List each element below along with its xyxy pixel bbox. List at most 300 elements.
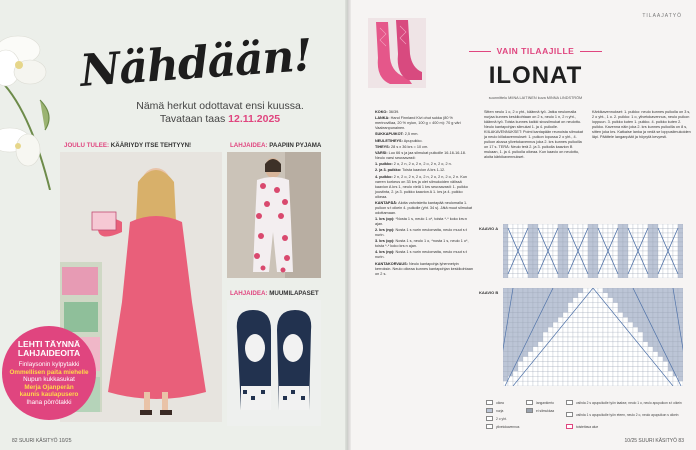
- chart-cell: [593, 303, 598, 308]
- chart-cell: [608, 224, 613, 229]
- chart-cell: [503, 269, 508, 274]
- chart-cell: [528, 274, 533, 279]
- chart-cell: [553, 288, 558, 293]
- chart-cell: [593, 269, 598, 274]
- chart-cell: [518, 381, 523, 386]
- chart-cell: [678, 247, 683, 252]
- chart-cell: [628, 342, 633, 347]
- chart-cell: [638, 313, 643, 318]
- chart-cell: [618, 342, 623, 347]
- chart-cell: [593, 256, 598, 261]
- chart-cell: [653, 376, 658, 381]
- chart-cell: [503, 293, 508, 298]
- chart-cell: [623, 298, 628, 303]
- chart-cell: [633, 381, 638, 386]
- chart-cell: [648, 381, 653, 386]
- chart-cell: [638, 233, 643, 238]
- chart-cell: [533, 342, 538, 347]
- chart-cell: [678, 303, 683, 308]
- chart-cell: [653, 313, 658, 318]
- chart-cell: [563, 347, 568, 352]
- chart-cell: [583, 256, 588, 261]
- subtitle-line-2: Tavataan taas 12.11.2025: [159, 113, 281, 125]
- chart-cell: [518, 303, 523, 308]
- chart-cell: [503, 247, 508, 252]
- chart-cell: [528, 342, 533, 347]
- chart-cell: [538, 366, 543, 371]
- chart-cell: [673, 332, 678, 337]
- chart-cell: [543, 313, 548, 318]
- chart-cell: [548, 303, 553, 308]
- chart-cell: [618, 381, 623, 386]
- knitting-chart-a: [503, 224, 683, 278]
- chart-cell: [543, 274, 548, 279]
- chart-cell: [628, 242, 633, 247]
- chart-cell: [638, 376, 643, 381]
- chart-cell: [588, 303, 593, 308]
- chart-cell: [563, 224, 568, 229]
- chart-cell: [518, 366, 523, 371]
- chart-cell: [663, 342, 668, 347]
- chart-cell: [553, 362, 558, 367]
- chart-cell: [503, 362, 508, 367]
- chart-cell: [628, 366, 633, 371]
- chart-cell: [618, 293, 623, 298]
- chart-cell: [603, 293, 608, 298]
- chart-cell: [548, 308, 553, 313]
- chart-cell: [608, 288, 613, 293]
- chart-cell: [613, 342, 618, 347]
- chart-cell: [588, 256, 593, 261]
- chart-cell: [668, 308, 673, 313]
- chart-cell: [543, 362, 548, 367]
- chart-cell: [593, 308, 598, 313]
- chart-cell: [658, 256, 663, 261]
- instruction-paragraph: 2. ja 3. puikko: Toista kaavion A krs 1-12.: [375, 168, 446, 173]
- chart-cell: [598, 303, 603, 308]
- chart-cell: [543, 293, 548, 298]
- chart-cell: [598, 313, 603, 318]
- page-gutter: [345, 0, 351, 450]
- chart-cell: [643, 376, 648, 381]
- chart-cell: [563, 322, 568, 327]
- chart-cell: [528, 224, 533, 229]
- chart-cell: [508, 357, 513, 362]
- chart-cell: [553, 298, 558, 303]
- chart-cell: [623, 260, 628, 265]
- instruction-paragraph: LANKA: Hand Finnland Kivi ohut sukka (80 % merinovillaa, 20 % nylon, 100 g = 400 m): 70 g väri Vaaleanpunainen.: [375, 116, 461, 131]
- chart-cell: [658, 381, 663, 386]
- chart-cell: [563, 337, 568, 342]
- chart-cell: [578, 293, 583, 298]
- chart-cell: [533, 233, 538, 238]
- chart-cell: [618, 366, 623, 371]
- chart-cell: [663, 381, 668, 386]
- legend-swatch: [486, 408, 493, 413]
- chart-cell: [558, 247, 563, 252]
- legend-swatch: [526, 408, 533, 413]
- chart-cell: [603, 288, 608, 293]
- chart-cell: [543, 288, 548, 293]
- chart-cell: [578, 352, 583, 357]
- chart-cell: [608, 342, 613, 347]
- instruction-paragraph: TIHEYS: 28 s x 36 krs = 10 cm.: [375, 144, 429, 149]
- chart-cell: [643, 327, 648, 332]
- chart-cell: [623, 265, 628, 270]
- chart-cell: [553, 251, 558, 256]
- chart-cell: [553, 342, 558, 347]
- chart-cell: [668, 352, 673, 357]
- chart-cell: [593, 322, 598, 327]
- legend-item: vaihda 2 s apupuikolle työn taakse, neulo 1 o, neulo apupuikon s:t oikein: [566, 400, 684, 405]
- chart-cell: [523, 256, 528, 261]
- chart-cell: [588, 274, 593, 279]
- chart-cell: [528, 381, 533, 386]
- chart-cell: [648, 298, 653, 303]
- chart-cell: [513, 327, 518, 332]
- chart-cell: [653, 342, 658, 347]
- chart-cell: [643, 274, 648, 279]
- chart-cell: [653, 269, 658, 274]
- chart-cell: [563, 327, 568, 332]
- chart-cell: [623, 332, 628, 337]
- chart-cell: [503, 327, 508, 332]
- chart-cell: [638, 293, 643, 298]
- chart-cell: [528, 308, 533, 313]
- chart-cell: [573, 265, 578, 270]
- chart-cell: [583, 376, 588, 381]
- chart-cell: [508, 242, 513, 247]
- chart-cell: [563, 260, 568, 265]
- chart-cell: [593, 317, 598, 322]
- chart-cell: [623, 357, 628, 362]
- chart-cell: [563, 357, 568, 362]
- chart-cell: [613, 288, 618, 293]
- chart-cell: [538, 322, 543, 327]
- chart-cell: [608, 332, 613, 337]
- chart-cell: [633, 327, 638, 332]
- chart-cell: [633, 347, 638, 352]
- chart-cell: [653, 233, 658, 238]
- chart-cell: [558, 352, 563, 357]
- chart-cell: [628, 337, 633, 342]
- chart-cell: [533, 376, 538, 381]
- chart-cell: [623, 317, 628, 322]
- chart-cell: [613, 332, 618, 337]
- chart-cell: [603, 313, 608, 318]
- chart-cell: [643, 332, 648, 337]
- chart-cell: [628, 288, 633, 293]
- chart-cell: [613, 352, 618, 357]
- chart-cell: [618, 376, 623, 381]
- chart-cell: [603, 376, 608, 381]
- chart-cell: [533, 265, 538, 270]
- chart-cell: [618, 313, 623, 318]
- folio-right: 10/25 SUURI KÄSITYÖ 83: [624, 438, 684, 444]
- chart-cell: [563, 238, 568, 243]
- chart-cell: [508, 308, 513, 313]
- chart-cell: [663, 371, 668, 376]
- chart-cell: [608, 293, 613, 298]
- chart-cell: [623, 308, 628, 313]
- chart-cell: [623, 224, 628, 229]
- chart-cell: [603, 229, 608, 234]
- chart-cell: [503, 298, 508, 303]
- chart-cell: [583, 357, 588, 362]
- chart-cell: [563, 251, 568, 256]
- chart-cell: [678, 224, 683, 229]
- chart-cell: [588, 313, 593, 318]
- chart-cell: [558, 332, 563, 337]
- chart-cell: [678, 357, 683, 362]
- chart-cell: [558, 224, 563, 229]
- chart-cell: [588, 357, 593, 362]
- chart-cell: [648, 229, 653, 234]
- chart-cell: [528, 322, 533, 327]
- chart-cell: [583, 327, 588, 332]
- chart-cell: [603, 337, 608, 342]
- chart-cell: [553, 337, 558, 342]
- chart-cell: [608, 352, 613, 357]
- chart-cell: [628, 376, 633, 381]
- chart-cell: [628, 293, 633, 298]
- chart-cell: [518, 362, 523, 367]
- chart-cell: [633, 322, 638, 327]
- chart-cell: [613, 327, 618, 332]
- chart-cell: [513, 224, 518, 229]
- chart-cell: [553, 308, 558, 313]
- chart-cell: [513, 332, 518, 337]
- chart-cell: [638, 327, 643, 332]
- chart-cell: [668, 327, 673, 332]
- chart-cell: [673, 251, 678, 256]
- chart-cell: [648, 332, 653, 337]
- chart-cell: [558, 308, 563, 313]
- chart-cell: [528, 260, 533, 265]
- chart-cell: [618, 224, 623, 229]
- chart-cell: [603, 269, 608, 274]
- chart-cell: [533, 337, 538, 342]
- chart-cell: [613, 303, 618, 308]
- chart-cell: [648, 260, 653, 265]
- chart-cell: [533, 308, 538, 313]
- chart-cell: [613, 366, 618, 371]
- chart-cell: [678, 352, 683, 357]
- subtitle-date: 12.11.2025: [228, 113, 281, 125]
- chart-cell: [508, 274, 513, 279]
- chart-cell: [548, 269, 553, 274]
- chart-cell: [588, 265, 593, 270]
- chart-cell: [608, 337, 613, 342]
- chart-cell: [603, 274, 608, 279]
- chart-cell: [618, 256, 623, 261]
- chart-cell: [523, 313, 528, 318]
- chart-cell: [673, 381, 678, 386]
- chart-cell: [563, 265, 568, 270]
- chart-cell: [538, 288, 543, 293]
- chart-cell: [528, 251, 533, 256]
- chart-cell: [653, 260, 658, 265]
- chart-cell: [673, 224, 678, 229]
- chart-cell: [533, 298, 538, 303]
- chart-cell: [503, 251, 508, 256]
- chart-cell: [623, 256, 628, 261]
- chart-cell: [528, 347, 533, 352]
- chart-cell: [563, 381, 568, 386]
- chart-cell: [603, 265, 608, 270]
- chart-cell: [623, 352, 628, 357]
- chart-cell: [563, 274, 568, 279]
- chart-cell: [543, 352, 548, 357]
- chart-cell: [598, 347, 603, 352]
- chart-cell: [528, 317, 533, 322]
- chart-cell: [558, 288, 563, 293]
- chart-cell: [523, 362, 528, 367]
- chart-cell: [628, 251, 633, 256]
- chart-cell: [548, 332, 553, 337]
- chart-cell: [623, 229, 628, 234]
- chart-cell: [633, 376, 638, 381]
- chart-cell: [658, 293, 663, 298]
- chart-cell: [643, 322, 648, 327]
- chart-cell: [533, 332, 538, 337]
- chart-cell: [628, 381, 633, 386]
- chart-cell: [638, 352, 643, 357]
- instruction-paragraph: KANTAPÄÄ: Aloita vahvistettu kantapää neulomalla 1. puikon s:t oikein 4. puikolle (yht. 34 s). Jätä muut silmukat odottamaan.: [375, 200, 473, 215]
- chart-cell: [628, 362, 633, 367]
- photo-pyjama: [227, 152, 321, 278]
- chart-cell: [523, 247, 528, 252]
- chart-cell: [603, 317, 608, 322]
- chart-cell: [613, 357, 618, 362]
- chart-cell: [563, 371, 568, 376]
- chart-cell: [668, 288, 673, 293]
- chart-cell: [513, 229, 518, 234]
- chart-cell: [508, 256, 513, 261]
- chart-cell: [633, 313, 638, 318]
- chart-cell: [673, 308, 678, 313]
- chart-cell: [508, 342, 513, 347]
- chart-cell: [623, 242, 628, 247]
- chart-cell: [648, 303, 653, 308]
- chart-cell: [583, 303, 588, 308]
- chart-cell: [668, 265, 673, 270]
- chart-cell: [538, 293, 543, 298]
- chart-cell: [668, 233, 673, 238]
- chart-cell: [523, 381, 528, 386]
- chart-cell: [573, 327, 578, 332]
- chart-cell: [593, 224, 598, 229]
- chart-cell: [558, 269, 563, 274]
- chart-cell: [633, 332, 638, 337]
- chart-cell: [598, 327, 603, 332]
- chart-cell: [663, 293, 668, 298]
- chart-cell: [568, 256, 573, 261]
- chart-cell: [523, 224, 528, 229]
- chart-cell: [648, 362, 653, 367]
- folio-left: 82 SUURI KÄSITYÖ 10/25: [12, 438, 72, 444]
- chart-cell: [653, 256, 658, 261]
- chart-cell: [558, 317, 563, 322]
- chart-cell: [643, 247, 648, 252]
- chart-cell: [563, 313, 568, 318]
- chart-cell: [618, 362, 623, 367]
- chart-cell: [518, 337, 523, 342]
- chart-cell: [588, 362, 593, 367]
- chart-cell: [678, 308, 683, 313]
- chart-cell: [528, 269, 533, 274]
- chart-cell: [523, 376, 528, 381]
- chart-cell: [533, 293, 538, 298]
- chart-cell: [608, 376, 613, 381]
- chart-cell: [598, 366, 603, 371]
- chart-cell: [588, 229, 593, 234]
- chart-cell: [548, 288, 553, 293]
- chart-cell: [568, 288, 573, 293]
- chart-cell: [608, 371, 613, 376]
- chart-cell: [613, 362, 618, 367]
- chart-cell: [513, 337, 518, 342]
- chart-cell: [563, 376, 568, 381]
- chart-cell: [533, 366, 538, 371]
- chart-cell: [533, 371, 538, 376]
- chart-cell: [518, 327, 523, 332]
- chart-cell: [538, 247, 543, 252]
- chart-cell: [563, 308, 568, 313]
- chart-cell: [663, 224, 668, 229]
- chart-cell: [648, 313, 653, 318]
- chart-cell: [653, 251, 658, 256]
- chart-cell: [618, 337, 623, 342]
- chart-cell: [548, 265, 553, 270]
- chart-cell: [668, 342, 673, 347]
- chart-cell: [578, 362, 583, 367]
- chart-cell: [648, 293, 653, 298]
- chart-cell: [578, 327, 583, 332]
- legend-item: nurja: [486, 408, 503, 413]
- chart-cell: [613, 247, 618, 252]
- chart-cell: [668, 322, 673, 327]
- chart-cell: [553, 293, 558, 298]
- chart-cell: [523, 303, 528, 308]
- chart-cell: [523, 274, 528, 279]
- chart-cell: [588, 327, 593, 332]
- chart-cell: [623, 366, 628, 371]
- chart-cell: [678, 242, 683, 247]
- chart-cell: [548, 224, 553, 229]
- chart-cell: [583, 362, 588, 367]
- chart-cell: [543, 308, 548, 313]
- chart-cell: [563, 303, 568, 308]
- chart-cell: [678, 251, 683, 256]
- chart-cell: [553, 224, 558, 229]
- chart-cell: [508, 251, 513, 256]
- chart-cell: [543, 229, 548, 234]
- chart-cell: [623, 381, 628, 386]
- chart-cell: [668, 317, 673, 322]
- chart-cell: [563, 293, 568, 298]
- chart-cell: [673, 352, 678, 357]
- chart-cell: [543, 337, 548, 342]
- chart-cell: [658, 251, 663, 256]
- chart-cell: [533, 362, 538, 367]
- chart-cell: [558, 265, 563, 270]
- chart-cell: [503, 256, 508, 261]
- chart-cell: [648, 269, 653, 274]
- chart-cell: [553, 242, 558, 247]
- chart-cell: [548, 298, 553, 303]
- chart-cell: [568, 308, 573, 313]
